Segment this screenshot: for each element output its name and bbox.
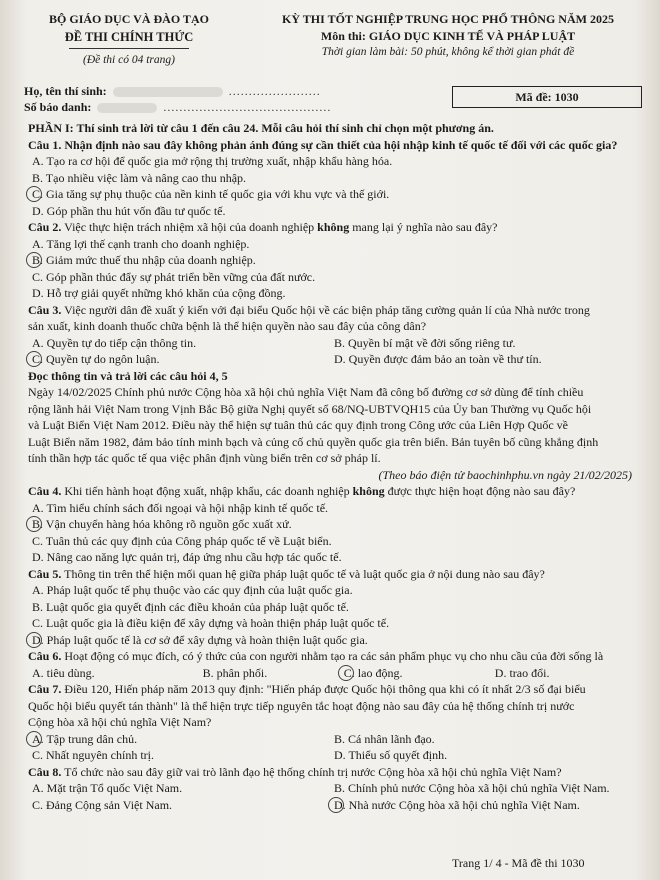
question-7-line2: Quốc hội biểu quyết tán thành" là thể hiện trực tiếp nguyên tắc hoạt động nào sau đây của hệ thống chính trị nước bbox=[28, 698, 575, 713]
q3-options-row1 bbox=[28, 335, 632, 352]
q6-option-b: B. phân phối. bbox=[202, 665, 268, 680]
reading-line-4: Luật Biển năm 1982, đảm bảo tính minh bạch và củng cố chủ quyền quốc gia trên biển. Bản tuyên bố cũng khẳng định bbox=[28, 434, 599, 449]
q5-option-c: C. Luật quốc gia là điều kiện để xây dựng và hoàn thiện pháp luật quốc tế. bbox=[32, 616, 390, 630]
redacted-name bbox=[113, 87, 223, 97]
time-note: Thời gian làm bài: 50 phút, không kể thời gian phát đề bbox=[321, 46, 575, 58]
q5-option-b: B. Luật quốc gia quyết định các điều khoản của pháp luật quốc tế. bbox=[32, 599, 349, 614]
question-5: Câu 5. Thông tin trên thể hiện mối quan hệ giữa pháp luật quốc tế và luật quốc gia ở nội dung nào sau đây? bbox=[28, 566, 545, 581]
pages-note: (Đề thi có 04 trang) bbox=[83, 54, 175, 66]
header-divider bbox=[69, 48, 189, 49]
question-7-line3: Cộng hòa xã hội chủ nghĩa Việt Nam? bbox=[28, 715, 212, 729]
page-footer: Trang 1/ 4 - Mã đề thi 1030 bbox=[452, 856, 585, 870]
q6-option-c: C. lao động. bbox=[340, 665, 491, 682]
q4-option-d: D. Nâng cao năng lực quản trị, đáp ứng nhu cầu hợp tác quốc tế. bbox=[32, 550, 342, 564]
q6-option-a: A. tiêu dùng. bbox=[32, 665, 95, 680]
q5-option-a: A. Pháp luật quốc tế phụ thuộc vào các quy định của luật quốc gia. bbox=[32, 583, 353, 597]
answer-circle bbox=[26, 252, 42, 268]
candidate-name-label: Họ, tên thí sinh: bbox=[24, 84, 107, 98]
q2-option-d: D. Hỗ trợ giải quyết những khó khăn của cộng đồng. bbox=[32, 286, 286, 300]
q3-option-a: A. Quyền tự do tiếp cận thông tin. bbox=[32, 335, 197, 350]
question-4: Câu 4. Khi tiến hành hoạt động xuất, nhập khẩu, các doanh nghiệp không được thực hiện hoạt động nào sau đây? bbox=[28, 484, 576, 498]
answer-circle bbox=[328, 797, 344, 813]
reading-source: (Theo báo điện tử baochinhphu.vn ngày 21/02/2025) bbox=[378, 467, 632, 482]
answer-circle bbox=[26, 186, 42, 202]
header-left bbox=[24, 12, 234, 66]
q3-option-b: B. Quyền bí mật về đời sống riêng tư. bbox=[334, 335, 516, 350]
q7-option-d: D. Thiểu số quyết định. bbox=[334, 748, 448, 762]
answer-circle bbox=[26, 351, 42, 367]
answer-circle bbox=[338, 665, 354, 681]
q7-option-a: A. Tập trung dân chủ. bbox=[28, 731, 330, 748]
answer-circle bbox=[26, 516, 42, 532]
q3-option-d: D. Quyền được đảm bảo an toàn về thư tín. bbox=[334, 352, 542, 366]
q2-option-a: A. Tăng lợi thế cạnh tranh cho doanh nghiệp. bbox=[32, 236, 250, 251]
q3-option-c: C. Quyền tự do ngôn luận. bbox=[28, 351, 330, 368]
exam-code-box: Mã đề: 1030 bbox=[452, 86, 642, 108]
q3-options-row2 bbox=[28, 351, 632, 368]
q8-option-c: C. Đảng Cộng sản Việt Nam. bbox=[32, 797, 173, 812]
q1-option-a: A. Tạo ra cơ hội để quốc gia mở rộng thị trường xuất, nhập khẩu hàng hóa. bbox=[32, 154, 393, 168]
q6-option-d: D. trao đổi. bbox=[494, 665, 550, 680]
question-8: Câu 8. Tổ chức nào sau đây giữ vai trò lãnh đạo hệ thống chính trị nước Cộng hòa xã hội chủ nghĩa Việt Nam? bbox=[28, 764, 562, 779]
answer-circle bbox=[26, 632, 42, 648]
q7-options-row2 bbox=[28, 747, 632, 764]
q1-option-c: C. Gia tăng sự phụ thuộc của nền kinh tế quốc gia với khu vực và thế giới. bbox=[28, 186, 632, 203]
answer-circle bbox=[26, 731, 42, 747]
candidate-id-row bbox=[24, 100, 331, 115]
q2-option-b: B. Giảm mức thuế thu nhập của doanh nghiệp. bbox=[28, 252, 632, 269]
redacted-id bbox=[97, 103, 157, 113]
candidate-name-row bbox=[24, 84, 321, 99]
q8-options-row2 bbox=[28, 797, 632, 814]
reading-title: Đọc thông tin và trả lời các câu hỏi 4, 5 bbox=[28, 368, 228, 383]
q8-option-d: D. Nhà nước Cộng hòa xã hội chủ nghĩa Việt Nam. bbox=[330, 797, 632, 814]
question-1: Câu 1. Nhận định nào sau đây không phản ánh đúng sự cần thiết của hội nhập kinh tế quốc tế đối với các quốc gia? bbox=[28, 137, 618, 152]
question-3: Câu 3. Việc người dân đề xuất ý kiến với đại biểu Quốc hội về các biện pháp tăng cường quản lí của Nhà nước trong bbox=[28, 302, 590, 317]
q4-option-b: B. Vận chuyển hàng hóa không rõ nguồn gốc xuất xứ. bbox=[28, 516, 632, 533]
q1-option-b: B. Tạo nhiều việc làm và nâng cao thu nhập. bbox=[32, 170, 247, 185]
reading-line-5: tính thần hợp tác quốc tế qua việc phân định vùng biển trên cơ sở pháp lí. bbox=[28, 451, 381, 465]
q6-options bbox=[28, 665, 632, 682]
header-right bbox=[254, 12, 642, 58]
q4-option-a: A. Tìm hiểu chính sách đối ngoại và hội nhập kinh tế quốc tế. bbox=[32, 500, 329, 515]
ministry-name: BỘ GIÁO DỤC VÀ ĐÀO TẠO bbox=[49, 12, 209, 26]
question-3-line2: sản xuất, kinh doanh thuốc chữa bệnh là thể hiện quyền nào sau đây của công dân? bbox=[28, 319, 427, 333]
q5-option-d: D. Pháp luật quốc tế là cơ sở để xây dựng và hoàn thiện luật quốc gia. bbox=[28, 632, 632, 649]
reading-line-1: Ngày 14/02/2025 Chính phủ nước Cộng hòa xã hội chủ nghĩa Việt Nam đã công bố đường cơ sở dùng để tính chiều bbox=[28, 385, 584, 399]
q1-option-d: D. Góp phần thu hút vốn đầu tư quốc tế. bbox=[32, 203, 226, 218]
reading-line-3: và Luật Biển Việt Nam 2012. Điều này thể hiện sự tuân thủ các quy định trong Công ước của Liên Hợp Quốc về bbox=[28, 418, 568, 432]
q8-option-b: B. Chính phủ nước Cộng hòa xã hội chủ nghĩa Việt Nam. bbox=[334, 781, 610, 795]
subject-title: Môn thi: GIÁO DỤC KINH TẾ VÀ PHÁP LUẬT bbox=[320, 29, 576, 43]
questions-content bbox=[28, 120, 632, 813]
candidate-id-label: Số báo danh: bbox=[24, 100, 92, 114]
id-dots: .......................................... bbox=[163, 100, 332, 114]
q8-option-a: A. Mặt trận Tổ quốc Việt Nam. bbox=[32, 781, 183, 795]
q7-option-c: C. Nhất nguyên chính trị. bbox=[32, 748, 154, 762]
q2-option-c: C. Góp phần thúc đẩy sự phát triển bền vững của đất nước. bbox=[32, 269, 316, 284]
question-2: Câu 2. Việc thực hiện trách nhiệm xã hội của doanh nghiệp không mang lại ý nghĩa nào sau đây? bbox=[28, 220, 498, 234]
official-label: ĐỀ THI CHÍNH THỨC bbox=[64, 30, 194, 44]
part1-instruction: PHẦN I: Thí sinh trả lời từ câu 1 đến câu 24. Mỗi câu hỏi thí sinh chỉ chọn một phương án. bbox=[28, 121, 494, 135]
question-7: Câu 7. Điều 120, Hiến pháp năm 2013 quy định: "Hiến pháp được Quốc hội thông qua khi có ít nhất 2/3 số đại biểu bbox=[28, 682, 586, 696]
q7-options-row1 bbox=[28, 731, 632, 748]
reading-line-2: rộng lãnh hải Việt Nam trong Vịnh Bắc Bộ giữa Nghị quyết số 68/NQ-UBTVQH15 của Ủy ban Thường vụ Quốc hội bbox=[28, 401, 592, 416]
q7-option-b: B. Cá nhân lãnh đạo. bbox=[334, 731, 435, 746]
q4-option-c: C. Tuân thủ các quy định của Công pháp quốc tế về Luật biển. bbox=[32, 533, 332, 548]
q8-options-row1 bbox=[28, 780, 632, 797]
question-6: Câu 6. Hoạt động có mục đích, có ý thức của con người nhằm tạo ra các sản phẩm phục vụ cho nhu cầu của đời sống là bbox=[28, 649, 604, 663]
name-dots: ....................... bbox=[228, 84, 321, 98]
exam-title: KỲ THI TỐT NGHIỆP TRUNG HỌC PHỔ THÔNG NĂM 2025 bbox=[282, 12, 614, 26]
